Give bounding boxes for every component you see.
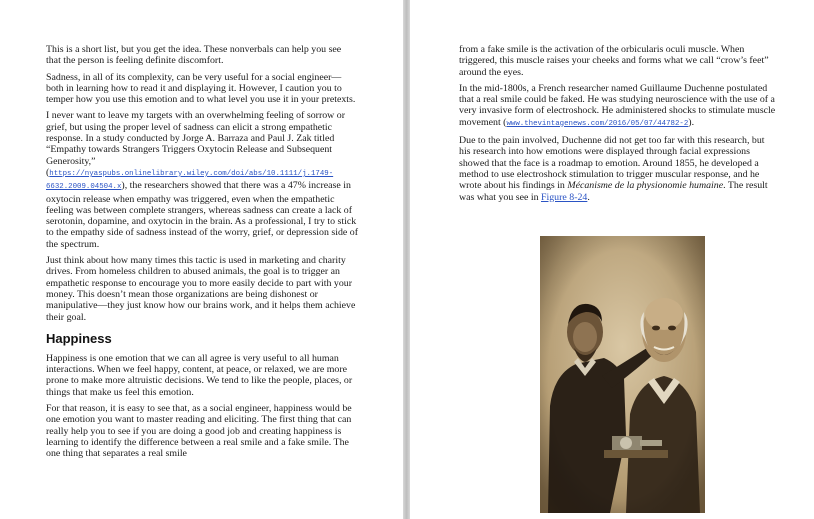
paragraph	[459, 135, 777, 203]
section-heading-happiness: Happiness	[46, 330, 112, 346]
paragraph: For that reason, it is easy to see that, as a social engineer, happiness would be one emotion you want to master reading and eliciting. The first thing that can really help you to see if you are doing a good job and creating happiness is learning to identify the difference between a real smile and a fake smile. The one thing that separates a real smile	[46, 403, 352, 460]
paragraph-text: I never want to leave my targets with an overwhelming feeling of sorrow or grief, but using the proper level of sadness can elicit a strong empathetic response. In a study conducted by Jorge A. Barraza and Paul J. Zak titled “Empathy towards Strangers Triggers Oxytocin Release and Subsequent Generosity,” (	[46, 110, 345, 178]
paragraph: Just think about how many times this tactic is used in marketing and charity drives. From homeless children to abused animals, the goal is to trigger an empathetic response to encourage you to more easily decide to part with your money. This doesn’t mean those organizations are being dishonest or manipulative—they just know how our brains work, and it helps them achieve their goal.	[46, 255, 356, 323]
page-gutter	[403, 0, 410, 519]
left-text-column	[46, 44, 358, 465]
right-text-column	[459, 44, 777, 208]
oxytocin-study-link[interactable]: https://nyaspubs.onlinelibrary.wiley.com/doi/abs/10.1111/j.1749-6632.2009.04504.x	[46, 169, 334, 192]
paragraph-text: . The result was what you see in	[459, 180, 768, 203]
paragraph-text: ), the researchers showed that there was a 47% increase in oxytocin release when empathy was triggered, even when the empathetic feeling was between complete strangers, whereas sadness can create a lack of serotonin, dopamine, and oxytocin in the brain. As a professional, I try to stick to the empathy side of sadness instead of the worry, grief, or depression side of the spectrum.	[46, 180, 358, 250]
vintage-news-link[interactable]: www.thevintagenews.com/2016/05/07/44782-2	[506, 119, 689, 128]
paragraph	[459, 83, 777, 130]
paragraph-text: .	[587, 191, 590, 203]
paragraph: This is a short list, but you get the idea. These nonverbals can help you see that the person is feeling definite discomfort.	[46, 44, 342, 67]
paragraph: from a fake smile is the activation of the orbicularis oculi muscle. When triggered, this muscle raises your cheeks and forms what we call “crow’s feet” around the eyes.	[459, 44, 769, 78]
paragraph: Happiness is one emotion that we can all agree is very useful to all human interactions. When we feel happy, content, at peace, or relaxed, we are more prone to make more altruistic decisions. We tend to like the people, places, or things that make us feel this emotion.	[46, 352, 353, 398]
left-page	[0, 0, 403, 519]
book-title: Mécanisme de la physionomie humaine	[567, 180, 724, 192]
paragraph	[46, 110, 358, 250]
paragraph-text: ).	[688, 116, 695, 128]
figure-reference-link[interactable]: Figure 8-24	[541, 191, 588, 203]
right-page	[410, 0, 814, 519]
duchenne-experiment-photo	[540, 236, 705, 513]
paragraph-text: In the mid-1800s, a French researcher named Guillaume Duchenne postulated that a real smile could be faked. He was studying neuroscience with the use of a very invasive form of electroshock. He administered shocks to stimulate muscle movement (	[459, 82, 776, 128]
paragraph-text: Due to the pain involved, Duchenne did not get too far with this research, but his research into how emotions were displayed through facial expressions showed that the face is a roadmap to emotion. Around 1855, he developed a method to use electroshock stimulation to trigger muscular response, and he wrote about his findings in	[459, 135, 765, 192]
paragraph: Sadness, in all of its complexity, can be very useful for a social engineer—both in learning how to read it and displaying it. However, I caution you to temper how you use this emotion and to what level you use it in your pretexts.	[46, 71, 356, 106]
